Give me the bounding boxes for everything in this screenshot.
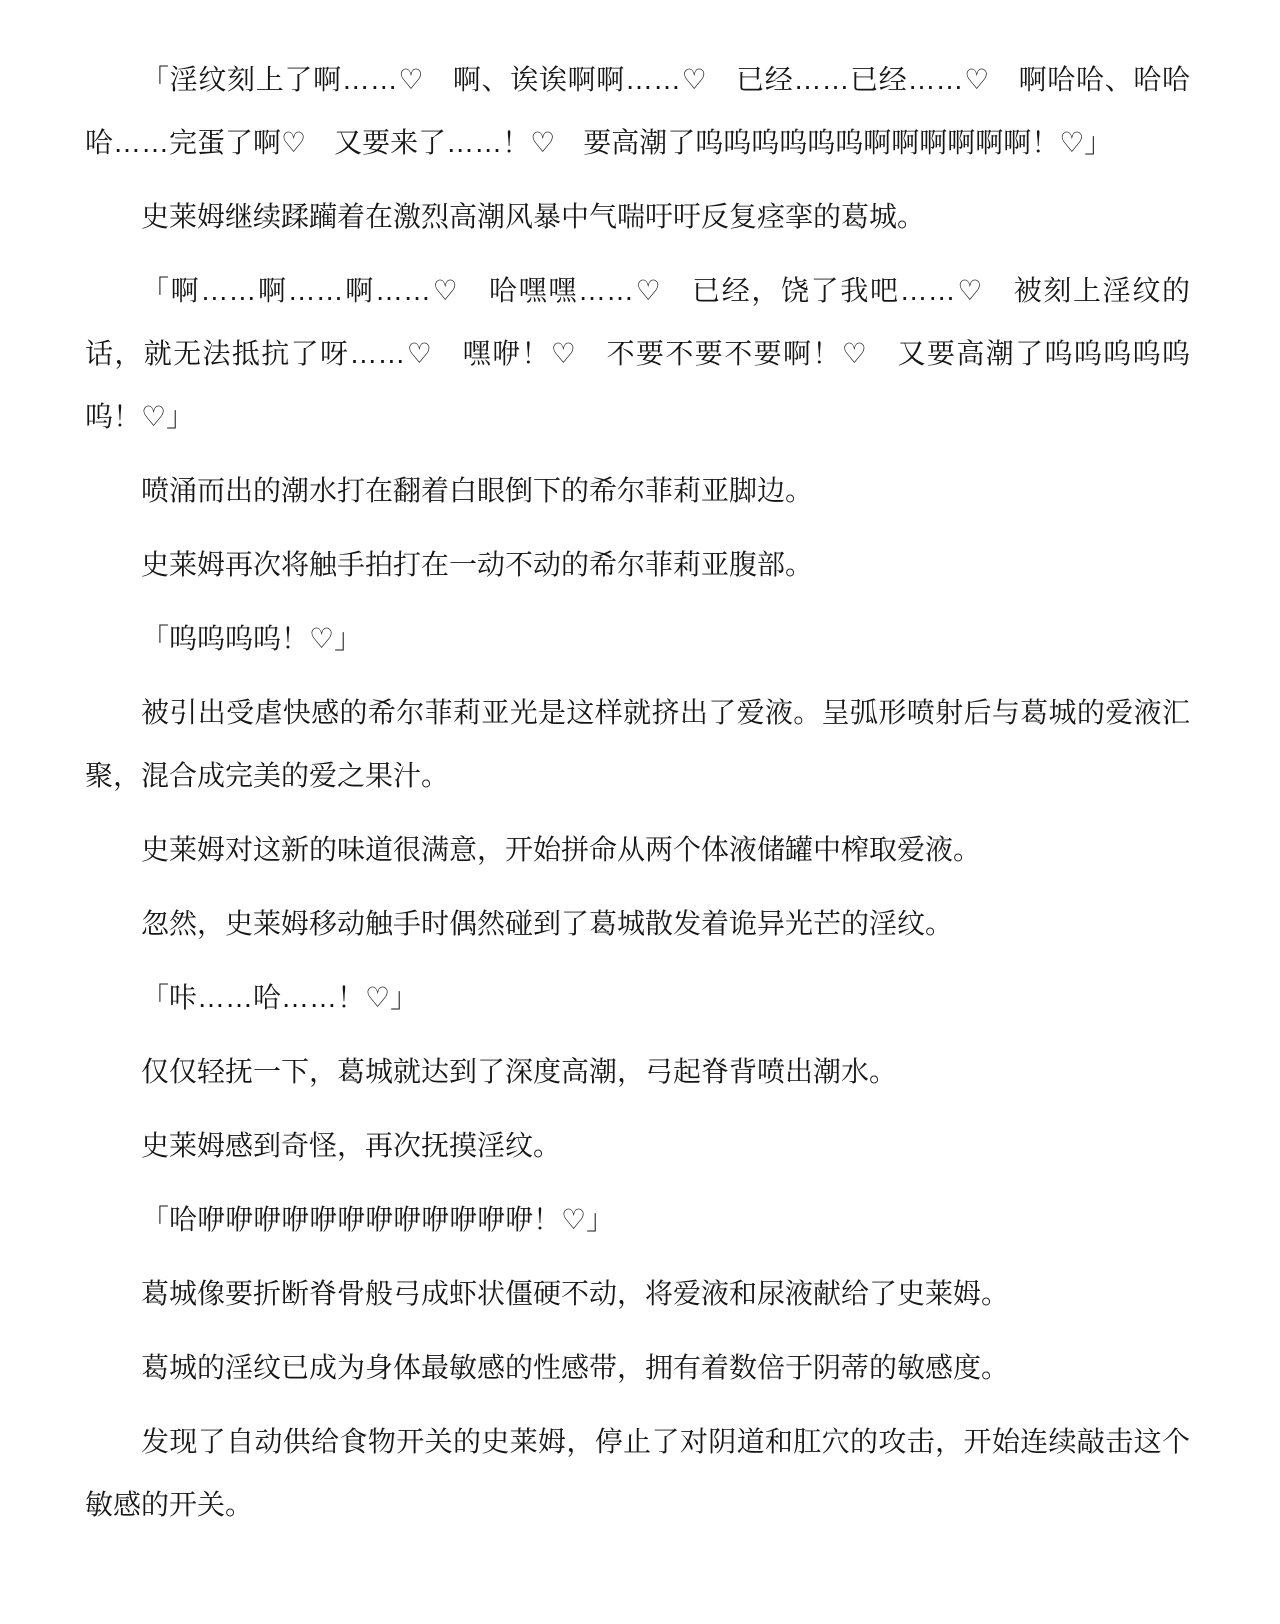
paragraph: 「哈咿咿咿咿咿咿咿咿咿咿咿咿！♡」 [141,1204,615,1235]
paragraph: 「啊……啊……啊……♡ 哈嘿嘿……♡ 已经，饶了我吧……♡ 被刻上淫纹的话，就无法抵抗了呀……♡ 嘿咿！♡ 不要不要不要啊！♡ 又要高潮了呜呜呜呜呜呜！♡」 [85,275,1190,432]
paragraph: 史莱姆再次将触手拍打在一动不动的希尔菲莉亚腹部。 [141,549,814,580]
paragraph: 仅仅轻抚一下，葛城就达到了深度高潮，弓起脊背喷出潮水。 [141,1056,898,1087]
paragraph: 喷涌而出的潮水打在翻着白眼倒下的希尔菲莉亚脚边。 [141,475,814,506]
paragraph: 史莱姆继续蹂躏着在激烈高潮风暴中气喘吁吁反复痉挛的葛城。 [141,201,926,232]
paragraph: 忽然，史莱姆移动触手时偶然碰到了葛城散发着诡异光芒的淫纹。 [141,908,954,939]
paragraph: 葛城像要折断脊骨般弓成虾状僵硬不动，将爱液和尿液献给了史莱姆。 [141,1278,1010,1309]
paragraph: 史莱姆感到奇怪，再次抚摸淫纹。 [141,1130,562,1161]
paragraph: 史莱姆对这新的味道很满意，开始拼命从两个体液储罐中榨取爱液。 [141,834,982,865]
paragraph: 「咔……哈……！♡」 [141,982,419,1013]
paragraph: 「呜呜呜呜！♡」 [141,623,363,654]
paragraph: 「淫纹刻上了啊……♡ 啊、诶诶啊啊……♡ 已经……已经……♡ 啊哈哈、哈哈哈……完蛋了啊♡ 又要来了……！♡ 要高潮了呜呜呜呜呜呜啊啊啊啊啊啊！♡」 [85,64,1190,158]
paragraph: 发现了自动供给食物开关的史莱姆，停止了对阴道和肛穴的攻击，开始连续敲击这个敏感的开关。 [85,1426,1190,1520]
paragraph: 葛城的淫纹已成为身体最敏感的性感带，拥有着数倍于阴蒂的敏感度。 [141,1352,1010,1383]
paragraph: 被引出受虐快感的希尔菲莉亚光是这样就挤出了爱液。呈弧形喷射后与葛城的爱液汇聚，混合成完美的爱之果汁。 [85,697,1190,791]
